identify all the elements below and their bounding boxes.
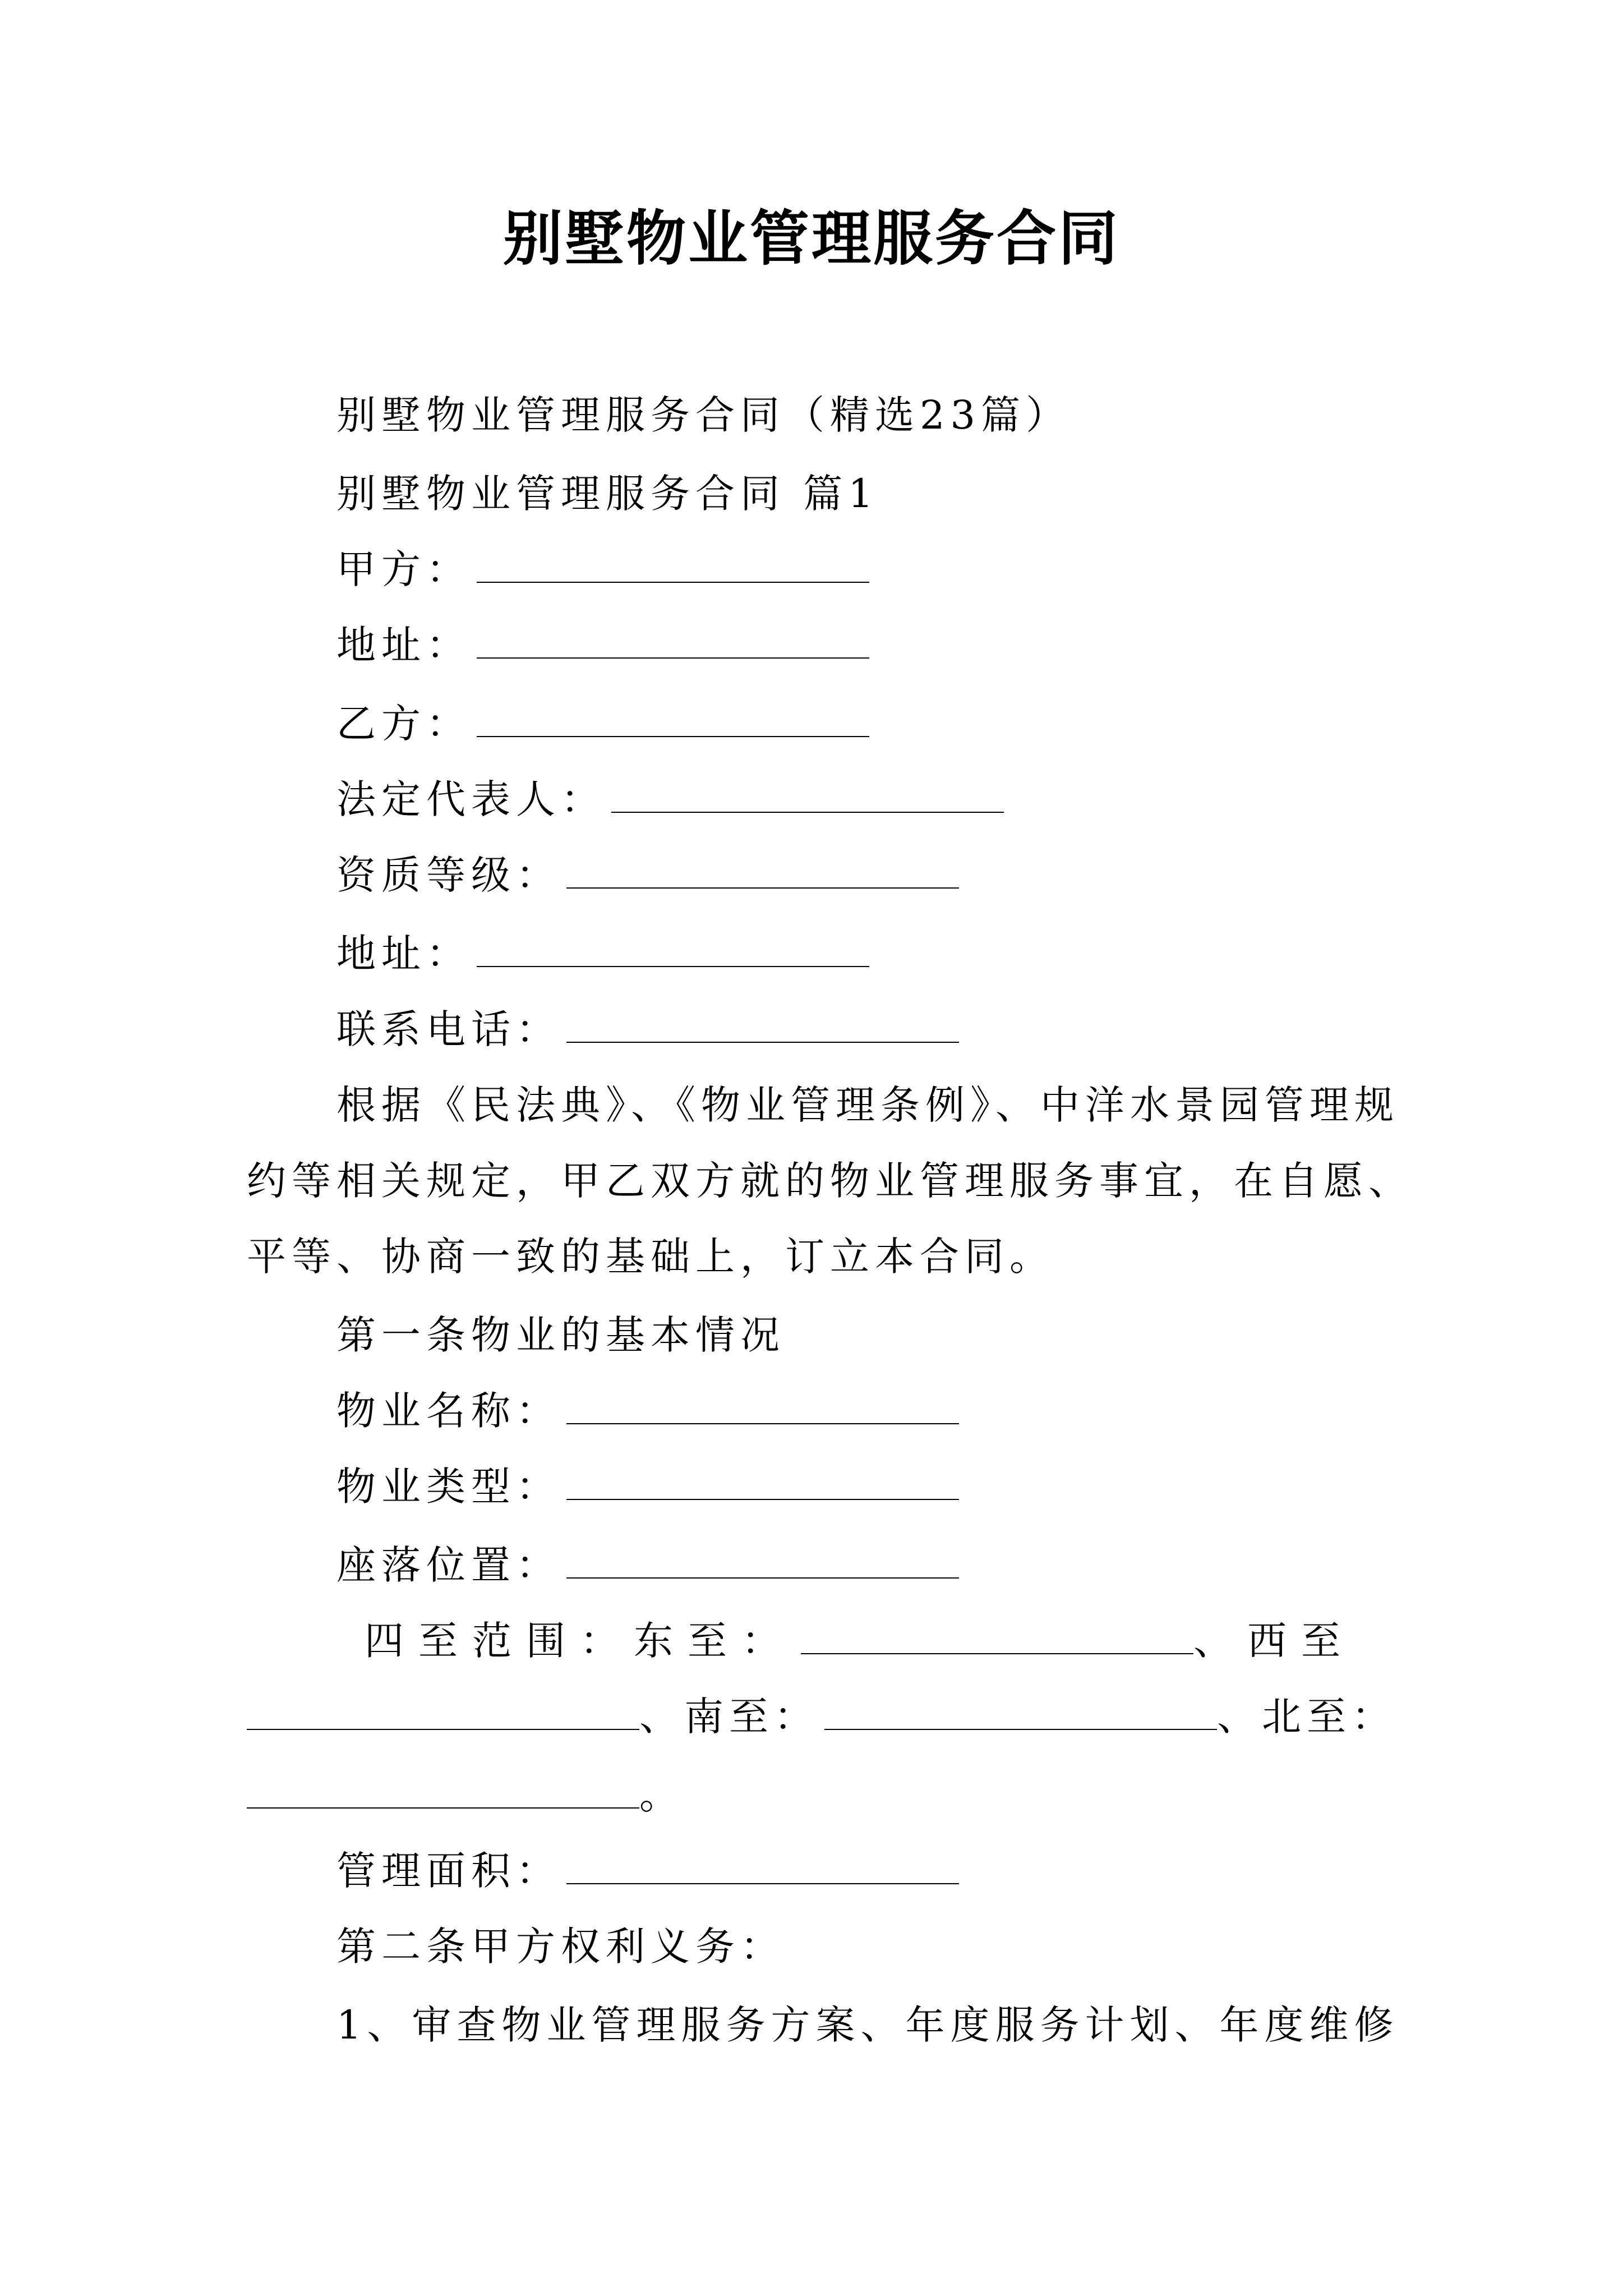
- boundary-label: 四至范围：东至：: [365, 1618, 795, 1664]
- preamble-line-2: 约等相关规定，甲乙双方就的物业管理服务事宜，在自愿、: [247, 1158, 1413, 1204]
- phone-label: 联系电话：: [336, 1006, 561, 1052]
- north-blank: [247, 1807, 639, 1809]
- property-name-label: 物业名称：: [336, 1388, 561, 1434]
- party-a-address-label: 地址：: [336, 622, 471, 668]
- legal-rep-row: [336, 771, 1004, 827]
- south-label: 、南至：: [639, 1694, 819, 1740]
- legal-rep-label: 法定代表人：: [336, 776, 606, 822]
- location-label: 座落位置：: [336, 1542, 561, 1588]
- north-label: 、北至：: [1217, 1694, 1396, 1740]
- property-type-label: 物业类型：: [336, 1464, 561, 1510]
- document-subtitle: 别墅物业管理服务合同（精选23篇）: [336, 392, 1071, 438]
- south-blank: [824, 1729, 1217, 1730]
- preamble-line-1: 根据《民法典》、《物业管理条例》、中洋水景园管理规: [336, 1082, 1399, 1128]
- phone-blank: [566, 1042, 959, 1043]
- legal-rep-blank: [611, 812, 1004, 813]
- property-name-row: [336, 1383, 959, 1439]
- document-title: 别墅物业管理服务合同: [503, 203, 1120, 273]
- party-b-row: [336, 696, 869, 752]
- party-a-blank: [477, 582, 869, 583]
- party-a-row: [336, 541, 869, 597]
- west-blank: [247, 1729, 639, 1730]
- property-name-blank: [566, 1423, 959, 1424]
- area-blank: [566, 1883, 959, 1884]
- property-type-row: [336, 1458, 959, 1515]
- location-row: [336, 1537, 959, 1593]
- west-label: 、西至: [1193, 1618, 1355, 1664]
- location-blank: [566, 1577, 959, 1579]
- party-b-label: 乙方：: [336, 701, 471, 747]
- qualification-blank: [566, 887, 959, 889]
- area-label: 管理面积：: [336, 1848, 561, 1894]
- party-a-address-row: [336, 617, 869, 673]
- party-b-address-label: 地址：: [336, 931, 471, 977]
- east-blank: [801, 1653, 1193, 1654]
- boundary-row-3: [247, 1767, 684, 1823]
- preamble-line-3: 平等、协商一致的基础上，订立本合同。: [247, 1234, 1054, 1280]
- party-a-label: 甲方：: [336, 546, 471, 592]
- qualification-row: [336, 847, 959, 903]
- article-2-item-1: 1、审查物业管理服务方案、年度服务计划、年度维修: [336, 2002, 1399, 2048]
- boundary-row-1: [365, 1613, 1355, 1669]
- article-1-heading: 第一条物业的基本情况: [336, 1312, 785, 1358]
- qualification-label: 资质等级：: [336, 852, 561, 898]
- phone-row: [336, 1001, 959, 1057]
- party-b-address-blank: [477, 966, 869, 967]
- boundary-row-2: [247, 1688, 1396, 1745]
- party-b-address-row: [336, 926, 869, 982]
- section-heading: 别墅物业管理服务合同 篇1: [336, 471, 879, 517]
- boundary-end-mark: 。: [639, 1772, 684, 1818]
- property-type-blank: [566, 1499, 959, 1500]
- area-row: [336, 1843, 959, 1899]
- article-2-heading: 第二条甲方权利义务：: [336, 1924, 785, 1970]
- party-b-blank: [477, 736, 869, 737]
- party-a-address-blank: [477, 657, 869, 659]
